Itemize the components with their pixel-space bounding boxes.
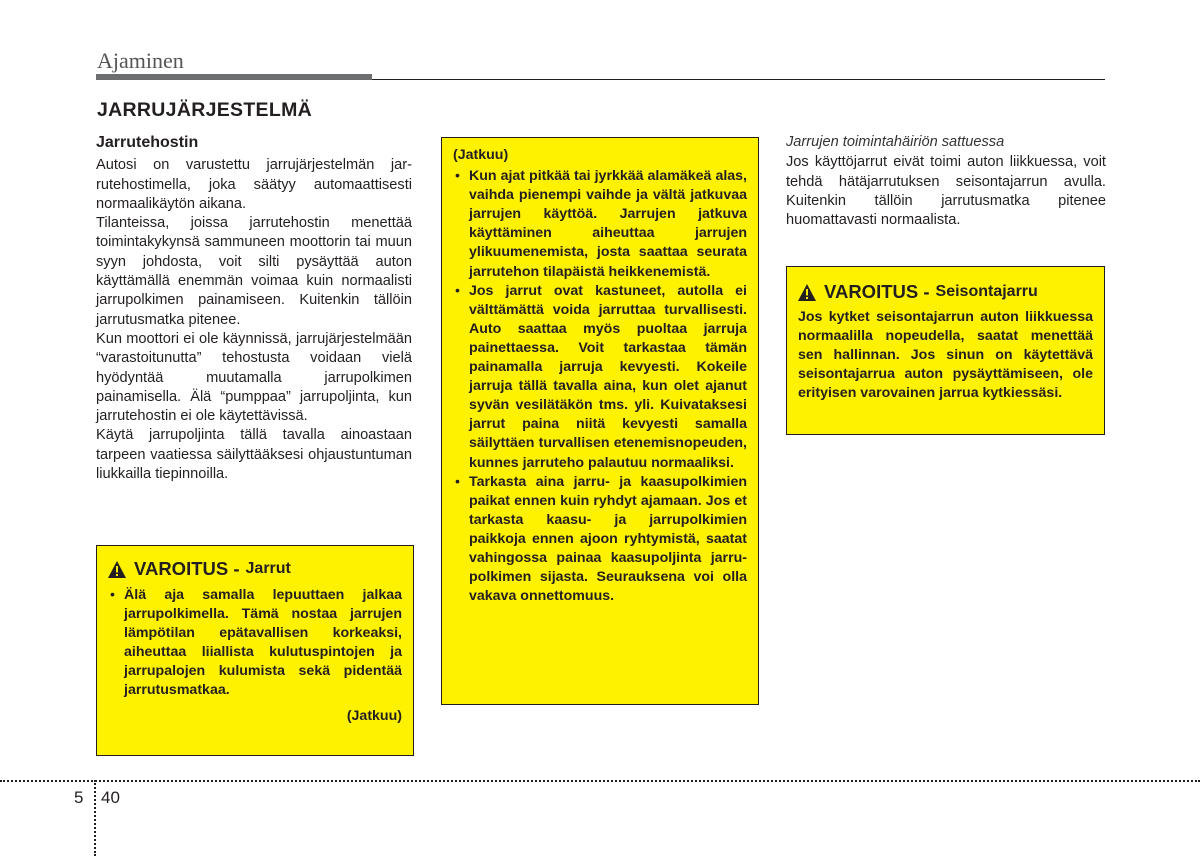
- footer-divider: [94, 780, 96, 856]
- warning-item: • Älä aja samalla lepuuttaen jalkaa jarrupolkimella. Tämä nostaa jarrujen lämpötilan epätavallisen korkeaksi, aiheuttaa liiallista kulutuspintojen ja jarrupalojen kulumista sekä pidentää jarrutusmatkaa.: [108, 586, 402, 701]
- warning-list: [453, 167, 747, 606]
- column-3: [786, 133, 1106, 230]
- warning-title: VAROITUS - Jarrut: [108, 558, 402, 580]
- paragraph-4: Käytä jarrupoljinta tällä tavalla ainoastaan tarpeen vaatiessa säilyttääksesi ohjaustuntuman liukkailla tiepinnoilla.: [96, 427, 412, 483]
- warning-item: • Jos jarrut ovat kastuneet, autolla ei välttämättä voida jarruttaa turvallisesti. Auto saattaa myös puoltaa jarruja painettaessa. Voit tarkastaa tämän painamalla jarruja kevyesti. Kokeile jarruja tällä tavalla aina, kun olet ajanut syvän vesilätäkön tms. yli. Kuivataksesi jarrut paina niitä kevyesti samalla säilyttäen turvallisen etenemisnopeuden, kunnes jarruteho palautuu normaaliksi.: [453, 282, 747, 473]
- footer-rule: [0, 780, 1200, 782]
- warning-box-continued: [441, 137, 759, 705]
- paragraph-malfunction: Jos käyttöjarrut eivät toimi auton liikkuessa, voit tehdä hätäjarrutuksen seisontajarrun avulla. Kuitenkin tällöin jarrutusmatka pitenee huomattavasti normaalista.: [786, 154, 1106, 229]
- page-title: JARRUJÄRJESTELMÄ: [97, 99, 312, 121]
- paragraph-3: Kun moottori ei ole käynnissä, jarrujärjestelmään “varastoitunutta” tehostusta voidaan vielä hyödyntää muutamalla jarrupolkimen painamisella. Älä “pumppaa” jarrupoljinta, kun jarrutehostin ei ole käytettävissä.: [96, 330, 412, 425]
- subtitle-jarrutehostin: Jarrutehostin: [96, 134, 199, 151]
- header-rule: [372, 79, 1105, 80]
- paragraph-1: Autosi on varustettu jarrujärjestelmän jarrutehostimella, joka säätyy automaattisesti normaalikäytön aikana.: [96, 157, 412, 212]
- chapter-number: 5: [74, 788, 84, 807]
- section-title: Ajaminen: [97, 48, 184, 73]
- warning-box-brakes: [96, 545, 414, 756]
- continued-header: (Jatkuu): [453, 147, 509, 163]
- subtitle-malfunction: Jarrujen toimintahäiriön sattuessa: [786, 134, 1005, 150]
- warning-triangle-icon: [798, 284, 816, 301]
- warning-list: [108, 586, 402, 701]
- page-number: 40: [101, 788, 120, 807]
- paragraph-2: Tilanteissa, joissa jarrutehostin menettää toimintakykynsä sammuneen moottorin tai muun syyn johdosta, voit silti pysäyttää auton käyttämällä enemmän voimaa kuin normaalisti jarrupolkimen painamiseen. Kuitenkin tällöin jarrutusmatka pitenee.: [96, 215, 412, 328]
- warning-box-parking-brake: [786, 266, 1105, 435]
- warning-title: VAROITUS - Seisontajarru: [798, 281, 1093, 303]
- warning-item: • Kun ajat pitkää tai jyrkkää alamäkeä alas, vaihda pienempi vaihde ja vältä jatkuvaa jarrujen käyttöä. Jarrujen jatkuva käyttäminen aiheuttaa jarrujen ylikuumenemista, josta saattaa seurata jarrutehon tilapäistä heikkenemistä.: [453, 167, 747, 282]
- continued-label: (Jatkuu): [346, 707, 402, 724]
- warning-text: Jos kytket seisontajarrun auton liikkuessa normaalilla nopeudella, saatat menettää sen hallinnan. Jos sinun on käytettävä seisontajarrua auton pysäyttämiseen, ole erityisen varovainen jarrua kytkiessäsi.: [798, 309, 1093, 402]
- warning-item: • Tarkasta aina jarru- ja kaasupolkimien paikat ennen kuin ryhdyt ajamaan. Jos et tarkasta kaasu- ja jarrupolkimien paikkoja ennen ajoon ryhtymistä, saatat vahingossa painaa kaasupoljinta jarrupolkimen sijasta. Seurauksena voi olla vakava onnettomuus.: [453, 473, 747, 607]
- column-1: [96, 133, 412, 484]
- warning-triangle-icon: [108, 561, 126, 578]
- header-bar: [96, 74, 372, 80]
